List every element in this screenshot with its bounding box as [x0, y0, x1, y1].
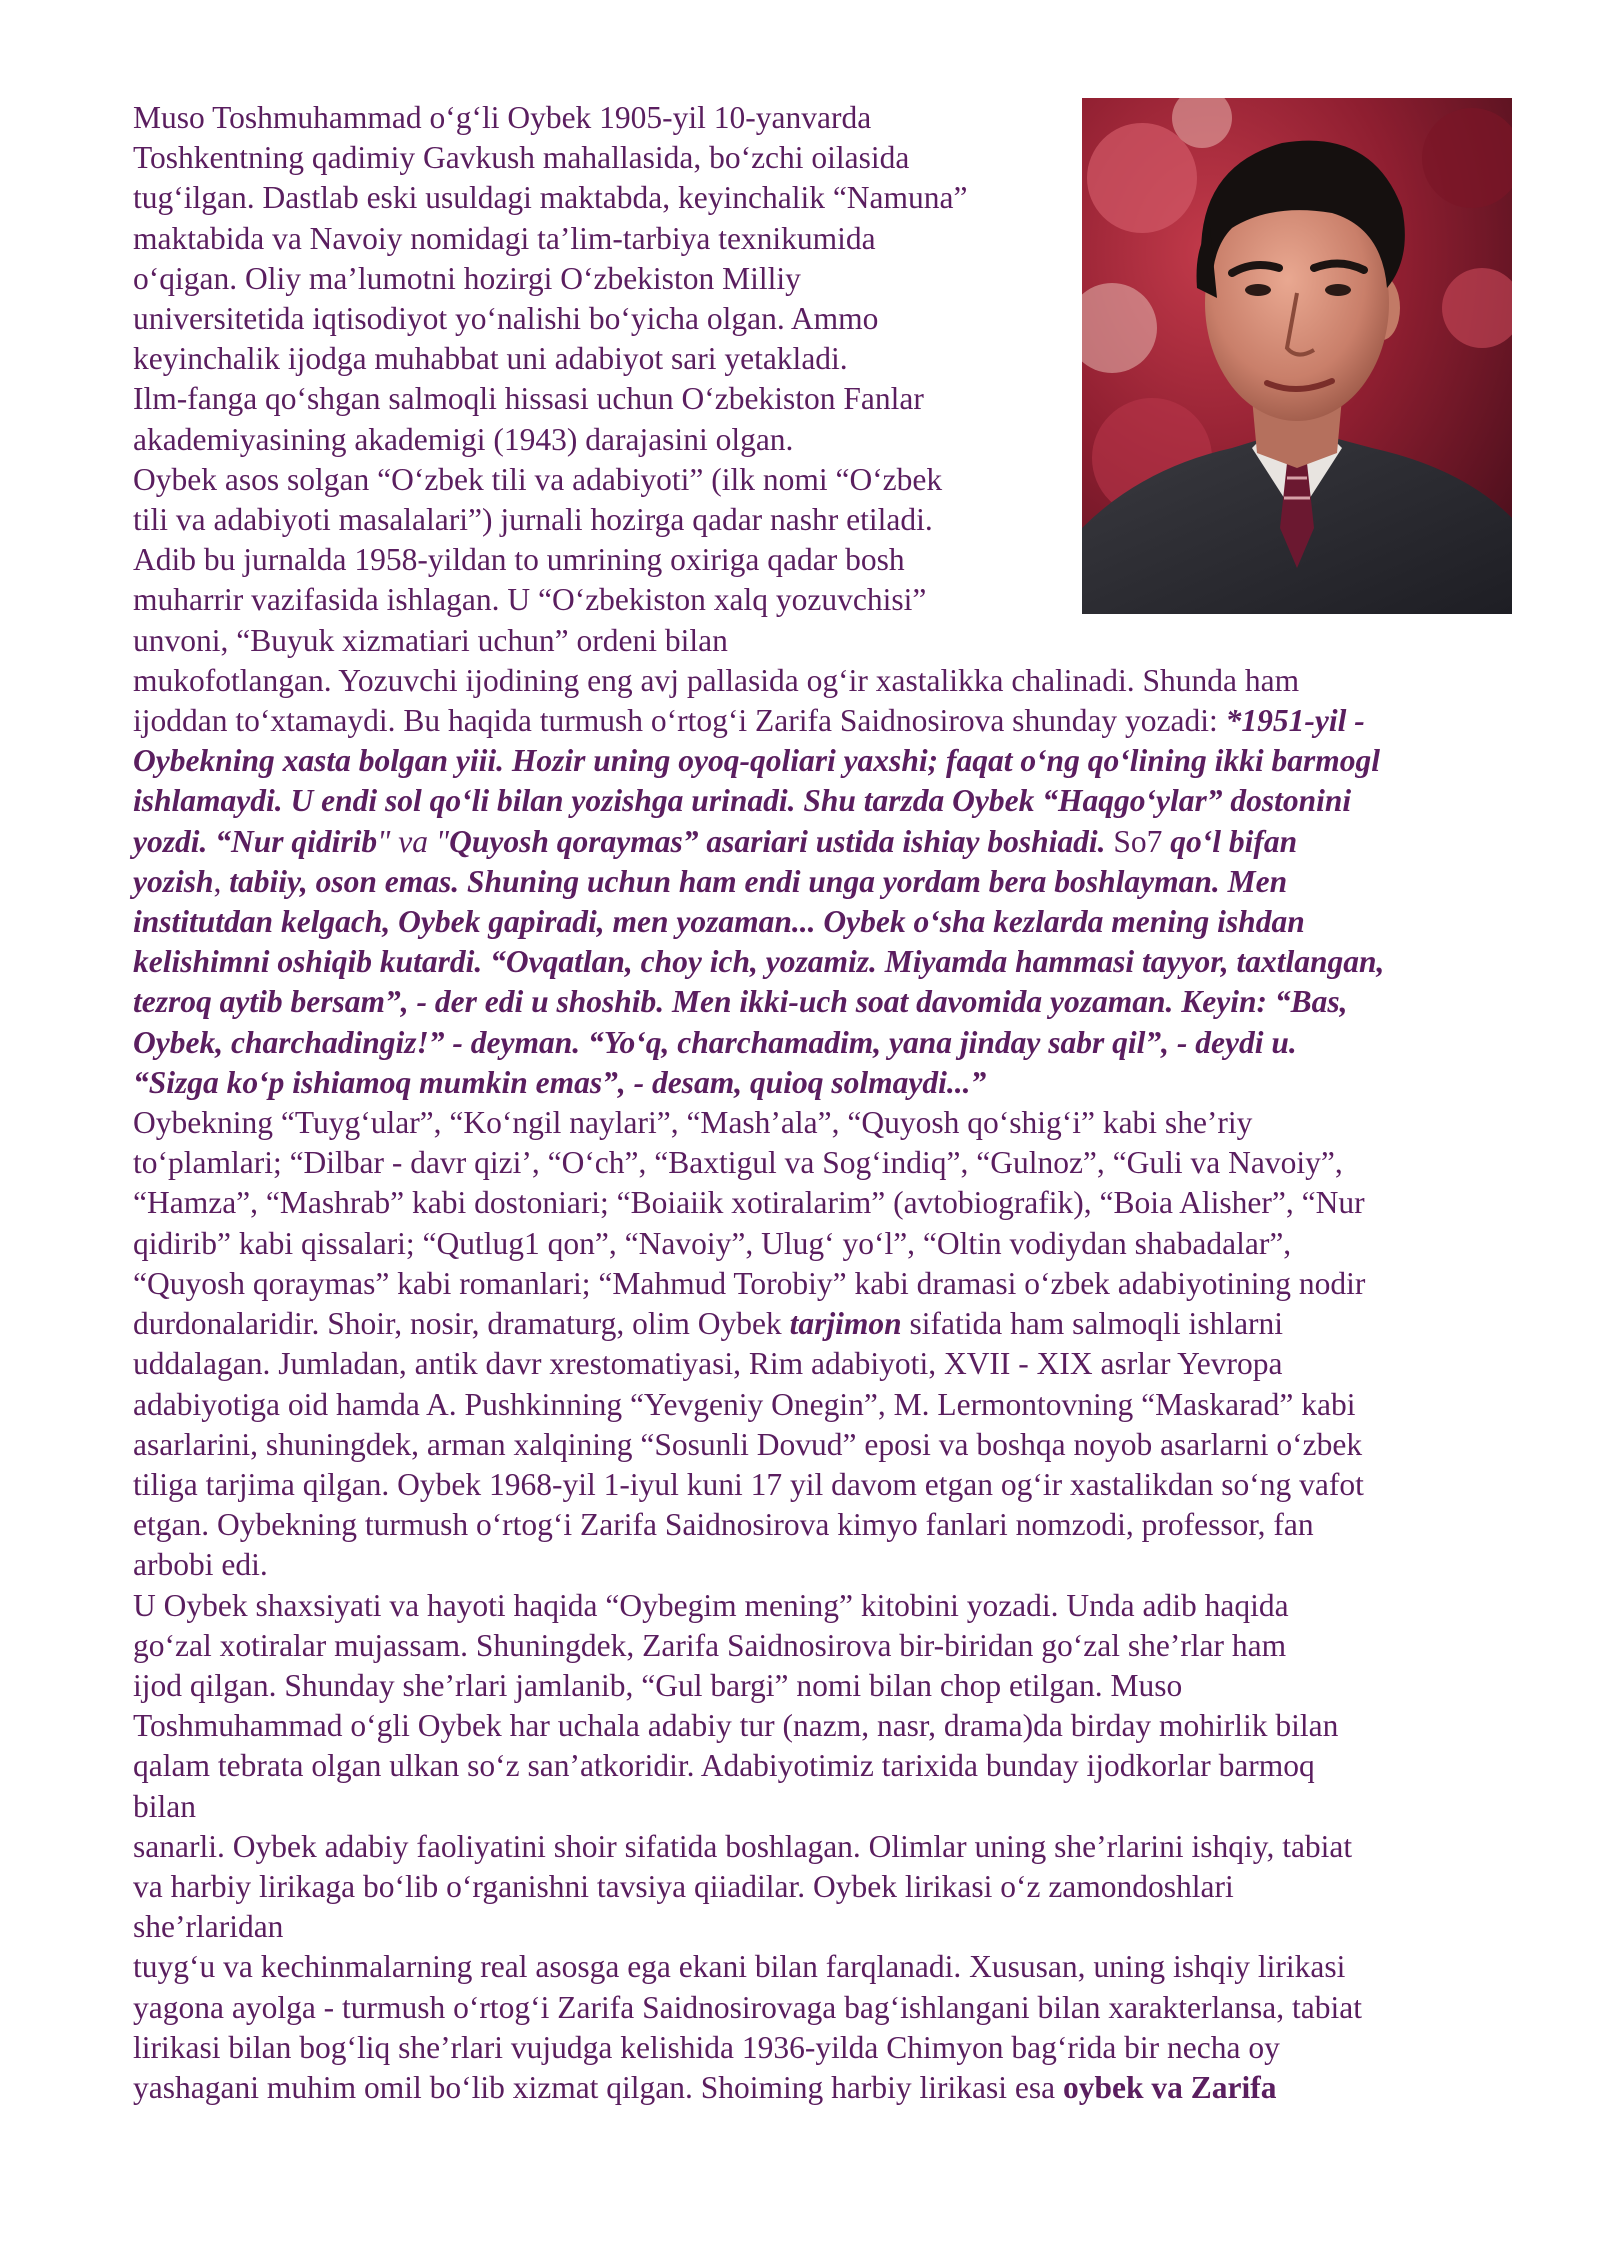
emphasis-text: institutdan kelgach, Oybek gapiradi, men yozaman... Oybek o‘sha kezlarda mening ishdan — [133, 904, 1305, 940]
body-text: qalam tebrata olgan ulkan so‘z san’atkoridir. Adabiyotimiz tarixida bunday ijodkorlar barmoq — [133, 1748, 1315, 1784]
text-line — [133, 420, 1513, 460]
emphasis-text: tabiiy, oson emas. Shuning uchun ham endi unga yordam bera boshlayman. Men — [229, 863, 1288, 899]
text-line — [133, 1947, 1513, 1987]
body-text: unvoni, “Buyuk xizmatiari uchun” ordeni bilan — [133, 622, 728, 658]
text-line — [133, 1505, 1513, 1545]
body-text: So7 — [1105, 823, 1171, 859]
text-line — [133, 1586, 1513, 1626]
body-text: universitetida iqtisodiyot yo‘nalishi bo‘yicha olgan. Ammo — [133, 301, 879, 337]
text-line — [133, 1988, 1513, 2028]
text-line — [133, 138, 1513, 178]
body-text: bilan — [133, 1788, 196, 1824]
text-line — [133, 460, 1513, 500]
text-line — [133, 862, 1513, 902]
text-line — [133, 822, 1513, 862]
body-text: mukofotlangan. Yozuvchi ijodining eng avj pallasida og‘ir xastalikka chalinadi. Shunda ham — [133, 662, 1300, 698]
text-line — [133, 1787, 1513, 1827]
body-text: Muso Toshmuhammad o‘g‘li Oybek 1905-yil 10-yanvarda — [133, 100, 872, 135]
body-text: asarlarini, shuningdek, arman xalqining “Sosunli Dovud” eposi va boshqa noyob asarlarni o‘zbek — [133, 1426, 1363, 1462]
text-line — [133, 1344, 1513, 1384]
text-line — [133, 1264, 1513, 1304]
body-text: va harbiy lirikaga bo‘lib o‘rganishni tavsiya qiiadilar. Oybek lirikasi o‘z zamondoshlari — [133, 1868, 1234, 1904]
text-line — [133, 1867, 1513, 1907]
emphasis-text: “Sizga ko‘p ishiamoq mumkin emas”, - desam, quioq solmaydi...” — [133, 1064, 987, 1100]
text-line — [133, 902, 1513, 942]
body-text: o‘qigan. Oliy ma’lumotni hozirgi O‘zbekiston Milliy — [133, 260, 801, 296]
body-text: qidirib” kabi qissalari; “Qutlug1 qon”, “Navoiy”, Ulug‘ yo‘l”, “Oltin vodiydan shabadalar”, — [133, 1225, 1292, 1261]
body-text: yagona ayolga - turmush o‘rtog‘i Zarifa Saidnosirovaga bag‘ishlangani bilan xarakterlansa, tabiat — [133, 1989, 1362, 2025]
body-text: , — [213, 863, 230, 899]
emphasis-text: oybek va Zarifa — [1063, 2069, 1277, 2105]
body-text: U Oybek shaxsiyati va hayoti haqida “Oybegim mening” kitobini yozadi. Unda adib haqida — [133, 1587, 1289, 1623]
body-text: tili va adabiyoti masalalari”) jurnali hozirga qadar nashr etiladi. — [133, 502, 933, 538]
text-line — [133, 219, 1513, 259]
body-text: Oybek asos solgan “O‘zbek tili va adabiyoti” (ilk nomi “O‘zbek — [133, 461, 943, 497]
emphasis-text: ishlamaydi. U endi sol qo‘li bilan yozishga urinadi. Shu tarzda Oybek “Haqgo‘ylar” dostonini — [133, 783, 1352, 819]
body-text: “Hamza”, “Mashrab” kabi dostoniari; “Boiaiik xotiralarim” (avtobiografik), “Boia Alisher”, “Nur — [133, 1185, 1365, 1221]
body-text: she’rlaridan — [133, 1909, 284, 1945]
body-text: go‘zal xotiralar mujassam. Shuningdek, Zarifa Saidnosirova bir-biridan go‘zal she’rlar ham — [133, 1627, 1287, 1663]
text-line — [133, 259, 1513, 299]
text-line — [133, 982, 1513, 1022]
text-line — [133, 1103, 1513, 1143]
text-line — [133, 621, 1513, 661]
emphasis-text: " va " — [377, 823, 450, 859]
text-line — [133, 339, 1513, 379]
text-line — [133, 1425, 1513, 1465]
text-line — [133, 1626, 1513, 1666]
body-text: Adib bu jurnalda 1958-yildan to umrining oxiriga qadar bosh — [133, 542, 905, 578]
body-text: muharrir vazifasida ishlagan. U “O‘zbekiston xalq yozuvchisi” — [133, 582, 927, 618]
body-text: lirikasi bilan bog‘liq she’rlari vujudga kelishida 1936-yilda Chimyon bag‘rida bir necha oy — [133, 2029, 1280, 2065]
text-line — [133, 1827, 1513, 1867]
body-text: sanarli. Oybek adabiy faoliyatini shoir sifatida boshlagan. Olimlar uning she’rlarini ishqiy, tabiat — [133, 1828, 1353, 1864]
body-text: akademiyasining akademigi (1943) darajasini olgan. — [133, 421, 794, 457]
body-text: adabiyotiga oid hamda A. Pushkinning “Yevgeniy Onegin”, M. Lermontovning “Maskarad” kabi — [133, 1386, 1356, 1422]
text-line — [133, 1666, 1513, 1706]
text-line — [133, 1224, 1513, 1264]
emphasis-text: Quyosh qoraymas” asariari ustida ishiay boshiadi. — [449, 823, 1106, 859]
text-line — [133, 2028, 1513, 2068]
body-text: durdonalaridir. Shoir, nosir, dramaturg, olim Oybek — [133, 1306, 790, 1342]
body-text: Ilm-fanga qo‘shgan salmoqli hissasi uchun O‘zbekiston Fanlar — [133, 381, 924, 417]
body-text: tiliga tarjima qilgan. Oybek 1968-yil 1-iyul kuni 17 yil davom etgan og‘ir xastalikdan so‘ng vafot — [133, 1466, 1364, 1502]
body-text: ijod qilgan. Shunday she’rlari jamlanib, “Gul bargi” nomi bilan chop etilgan. Muso — [133, 1667, 1183, 1703]
text-line — [133, 500, 1513, 540]
body-text: Toshkentning qadimiy Gavkush mahallasida, bo‘zchi oilasida — [133, 140, 910, 176]
emphasis-text: *1951-yil - — [1225, 703, 1365, 739]
text-line — [133, 2068, 1513, 2108]
body-text: arbobi edi. — [133, 1547, 268, 1583]
text-line — [133, 1304, 1513, 1344]
text-line — [133, 1385, 1513, 1425]
text-line — [133, 1907, 1513, 1947]
text-line — [133, 781, 1513, 821]
text-line — [133, 580, 1513, 620]
emphasis-text: Oybekning xasta bolgan yiii. Hozir uning oyoq-qoliari yaxshi; faqat o‘ng qo‘lining ikki barmogl — [133, 743, 1381, 779]
text-line — [133, 1465, 1513, 1505]
emphasis-text: yozish — [133, 863, 214, 899]
text-line — [133, 379, 1513, 419]
text-line — [133, 1143, 1513, 1183]
text-line — [133, 741, 1513, 781]
body-text: “Quyosh qoraymas” kabi romanlari; “Mahmud Torobiy” kabi dramasi o‘zbek adabiyotining nodir — [133, 1265, 1366, 1301]
text-line — [133, 98, 1513, 138]
body-text: yashagani muhim omil bo‘lib xizmat qilgan. Shoiming harbiy lirikasi esa — [133, 2069, 1063, 2105]
text-line — [133, 1063, 1513, 1103]
body-text: tuyg‘u va kechinmalarning real asosga ega ekani bilan farqlanadi. Xususan, uning ishqiy lirikasi — [133, 1949, 1346, 1985]
body-text: keyinchalik ijodga muhabbat uni adabiyot sari yetakladi. — [133, 341, 848, 377]
body-text: maktabida va Navoiy nomidagi ta’lim-tarbiya texnikumida — [133, 220, 876, 256]
emphasis-text: qo‘l bifan — [1170, 823, 1298, 859]
text-line — [133, 942, 1513, 982]
emphasis-text: kelishimni oshiqib kutardi. “Ovqatlan, choy ich, yozamiz. Miyamda hammasi tayyor, taxtlangan, — [133, 944, 1385, 980]
text-line — [133, 178, 1513, 218]
text-line — [133, 661, 1513, 701]
body-text: etgan. Oybekning turmush o‘rtog‘i Zarifa Saidnosirova kimyo fanlari nomzodi, professor, fan — [133, 1507, 1314, 1543]
body-text: uddalagan. Jumladan, antik davr xrestomatiyasi, Rim adabiyoti, XVII - XIX asrlar Yevropa — [133, 1346, 1283, 1382]
emphasis-text: tarjimon — [789, 1306, 902, 1342]
body-text: ijoddan to‘xtamaydi. Bu haqida turmush o‘rtog‘i Zarifa Saidnosirova shunday yozadi: — [133, 703, 1226, 739]
article-text — [133, 98, 1513, 2108]
body-text: to‘plamlari; “Dilbar - davr qizi’, “O‘ch”, “Baxtigul va Sog‘indiq”, “Gulnoz”, “Guli va Navoiy”, — [133, 1145, 1343, 1181]
text-line — [133, 299, 1513, 339]
text-line — [133, 1706, 1513, 1746]
text-line — [133, 540, 1513, 580]
emphasis-text: yozdi. “Nur qidirib — [133, 823, 378, 859]
body-text: Toshmuhammad o‘gli Oybek har uchala adabiy tur (nazm, nasr, drama)da birday mohirlik bilan — [133, 1708, 1339, 1744]
body-text: Oybekning “Tuyg‘ular”, “Ko‘ngil naylari”, “Mash’ala”, “Quyosh qo‘shig‘i” kabi she’riy — [133, 1105, 1253, 1141]
emphasis-text: tezroq aytib bersam”, - der edi u shoshib. Men ikki-uch soat davomida yozaman. Keyin: “Bas, — [133, 984, 1348, 1020]
body-text: tug‘ilgan. Dastlab eski usuldagi maktabda, keyinchalik “Namuna” — [133, 180, 968, 216]
text-line — [133, 1746, 1513, 1786]
text-line — [133, 1545, 1513, 1585]
body-text: sifatida ham salmoqli ishlarni — [901, 1306, 1284, 1342]
text-line — [133, 1183, 1513, 1223]
text-line — [133, 1023, 1513, 1063]
text-line — [133, 701, 1513, 741]
emphasis-text: Oybek, charchadingiz!” - deyman. “Yo‘q, charchamadim, yana jinday sabr qil”, - deydi u. — [133, 1024, 1297, 1060]
